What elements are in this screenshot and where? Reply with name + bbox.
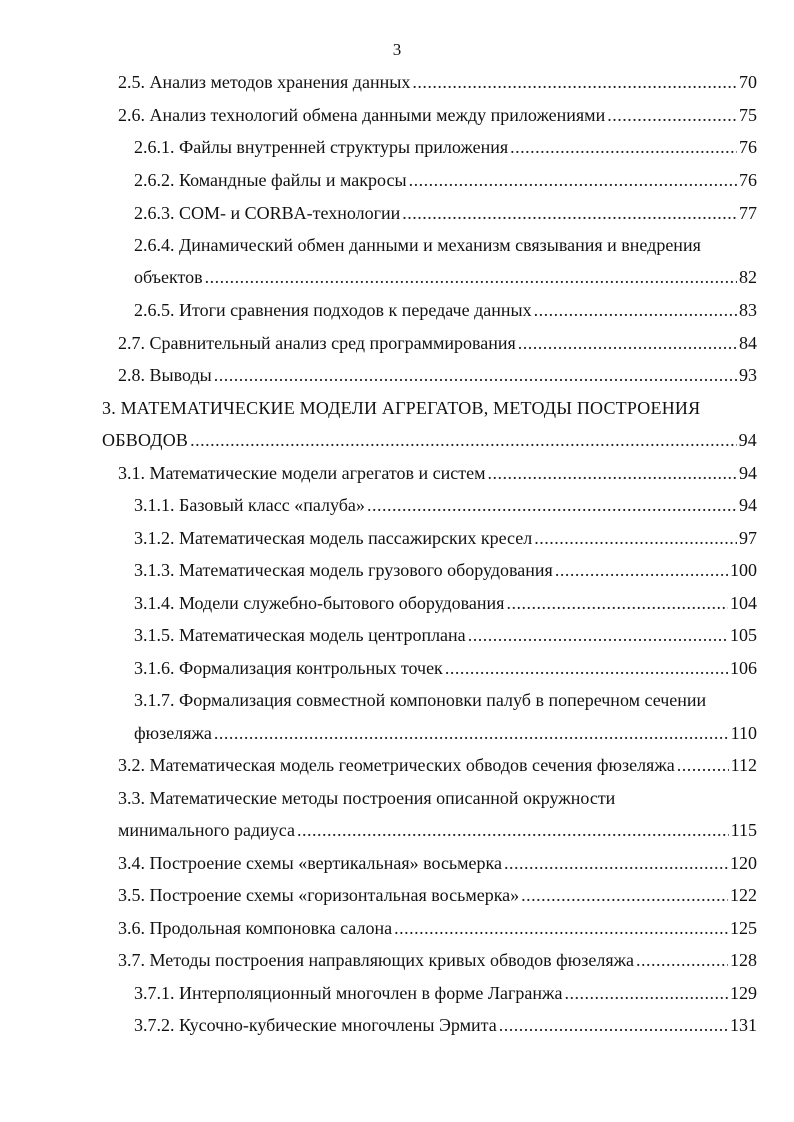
toc-leader-dots	[607, 105, 737, 125]
toc-entry	[134, 300, 757, 320]
toc-leader-dots	[488, 463, 737, 483]
toc-leader-dots	[506, 593, 728, 613]
toc-leader-dots	[394, 918, 728, 938]
toc-entry-page: 94	[738, 430, 757, 450]
toc-entry	[134, 528, 757, 548]
toc-entry-title: 3.4. Построение схемы «вертикальная» восьмерка	[118, 853, 502, 873]
toc-leader-dots	[297, 820, 729, 840]
toc-entry-page: 76	[739, 170, 757, 190]
toc-entry	[118, 463, 757, 483]
toc-entry-title: 3.6. Продольная компоновка салона	[118, 918, 393, 938]
toc-entry	[134, 658, 757, 678]
toc-entry-page: 77	[739, 203, 757, 223]
toc-entry	[118, 885, 757, 905]
toc-entry-title: 3.7.2. Кусочно-кубические многочлены Эрмита	[134, 1015, 497, 1035]
toc-entry	[118, 950, 757, 970]
toc-entry	[118, 105, 757, 125]
toc-leader-dots	[534, 528, 737, 548]
toc-entry-title: 3.1.1. Базовый класс «палуба»	[134, 495, 365, 515]
toc-entry-title: 3.1.4. Модели служебно-бытового оборудования	[134, 593, 505, 613]
toc-entry	[118, 755, 757, 775]
toc-entry-page: 112	[730, 755, 757, 775]
toc-leader-dots	[214, 365, 737, 385]
toc-entry	[118, 853, 757, 873]
toc-entry-title: 3.1. Математические модели агрегатов и систем	[118, 463, 486, 483]
toc-entry	[134, 137, 757, 157]
toc-entry	[134, 625, 757, 645]
toc-entry-title: 3.1.2. Математическая модель пассажирских кресел	[134, 528, 533, 548]
toc-entry-title: 3.1.6. Формализация контрольных точек	[134, 658, 443, 678]
toc-entry	[134, 203, 757, 223]
toc-entry-page: 82	[739, 267, 757, 287]
toc-entry-title-line1: 2.6.4. Динамический обмен данными и механизм связывания и внедрения	[134, 235, 701, 255]
toc-entry-title: 2.8. Выводы	[118, 365, 212, 385]
toc-entry-title: 3.7.1. Интерполяционный многочлен в форме Лагранжа	[134, 983, 563, 1003]
toc-leader-dots	[636, 950, 728, 970]
toc-leader-dots	[214, 723, 729, 743]
toc-entry-title: фюзеляжа	[134, 723, 212, 743]
toc-entry-page: 105	[730, 625, 757, 645]
toc-leader-dots	[402, 203, 737, 223]
toc-leader-dots	[534, 300, 737, 320]
toc-entry	[134, 593, 757, 613]
toc-entry-title: 3.2. Математическая модель геометрических обводов сечения фюзеляжа	[118, 755, 675, 775]
toc-entry-page: 120	[730, 853, 757, 873]
toc-entry-page: 94	[739, 463, 757, 483]
toc-entry-title: 2.6.5. Итоги сравнения подходов к передаче данных	[134, 300, 532, 320]
toc-entry-page: 93	[739, 365, 757, 385]
toc-leader-dots	[205, 267, 737, 287]
toc-entry-page: 106	[730, 658, 757, 678]
toc-leader-dots	[445, 658, 728, 678]
toc-entry	[134, 267, 757, 287]
toc-entry-title: 3.7. Методы построения направляющих кривых обводов фюзеляжа	[118, 950, 635, 970]
toc-leader-dots	[564, 983, 728, 1003]
toc-entry-title: 2.6. Анализ технологий обмена данными между приложениями	[118, 105, 606, 125]
toc-leader-dots	[555, 560, 728, 580]
toc-entry-page: 83	[739, 300, 757, 320]
toc-entry-page: 131	[730, 1015, 757, 1035]
toc-entry-page: 129	[730, 983, 757, 1003]
toc-entry	[118, 72, 757, 92]
toc-leader-dots	[510, 137, 737, 157]
toc-entry-page: 84	[739, 333, 757, 353]
toc-entry-title: 2.5. Анализ методов хранения данных	[118, 72, 411, 92]
toc-entry-title: ОБВОДОВ	[102, 430, 189, 450]
toc-leader-dots	[518, 333, 737, 353]
toc-entry	[134, 495, 757, 515]
toc-entry-page: 110	[730, 723, 757, 743]
toc-entry	[118, 365, 757, 385]
toc-entry-page: 115	[730, 820, 757, 840]
toc-leader-dots	[190, 430, 736, 450]
toc-leader-dots	[521, 885, 728, 905]
toc-chapter-title-line1: 3. МАТЕМАТИЧЕСКИЕ МОДЕЛИ АГРЕГАТОВ, МЕТОДЫ ПОСТРОЕНИЯ	[102, 398, 701, 418]
toc-leader-dots	[499, 1015, 728, 1035]
toc-entry-title: минимального радиуса	[118, 820, 295, 840]
toc-entry	[134, 983, 757, 1003]
toc-entry-title: 3.1.5. Математическая модель центроплана	[134, 625, 466, 645]
toc-leader-dots	[468, 625, 728, 645]
toc-entry-title: объектов	[134, 267, 203, 287]
toc-entry-title: 2.6.1. Файлы внутренней структуры приложения	[134, 137, 509, 157]
toc-entry	[134, 723, 757, 743]
toc-entry-page: 125	[730, 918, 757, 938]
toc-leader-dots	[412, 72, 737, 92]
toc-entry-title-line1: 3.3. Математические методы построения описанной окружности	[118, 788, 616, 808]
toc-entry-page: 104	[730, 593, 757, 613]
toc-entry-page: 94	[739, 495, 757, 515]
toc-entry	[118, 918, 757, 938]
toc-entry-page: 128	[730, 950, 757, 970]
toc-entry	[134, 170, 757, 190]
toc-entry-page: 70	[739, 72, 757, 92]
page-number: 3	[392, 40, 402, 59]
toc-entry-page: 122	[730, 885, 757, 905]
toc-entry-page: 100	[730, 560, 757, 580]
toc-entry-page: 75	[739, 105, 757, 125]
toc-entry-title: 2.6.2. Командные файлы и макросы	[134, 170, 407, 190]
toc-entry	[118, 333, 757, 353]
toc-entry	[118, 820, 757, 840]
toc-entry-page: 97	[739, 528, 757, 548]
toc-entry	[134, 560, 757, 580]
toc-entry-title: 2.7. Сравнительный анализ сред программирования	[118, 333, 516, 353]
toc-leader-dots	[677, 755, 729, 775]
toc-entry-page: 76	[739, 137, 757, 157]
toc-leader-dots	[504, 853, 728, 873]
toc-leader-dots	[409, 170, 737, 190]
toc-entry-title: 3.5. Построение схемы «горизонтальная восьмерка»	[118, 885, 520, 905]
toc-leader-dots	[367, 495, 737, 515]
toc-chapter-entry	[102, 430, 757, 450]
toc-entry	[134, 1015, 757, 1035]
toc-entry-title-line1: 3.1.7. Формализация совместной компоновки палуб в поперечном сечении	[134, 690, 707, 710]
toc-entry-title: 2.6.3. COM- и CORBA-технологии	[134, 203, 401, 223]
toc-entry-title: 3.1.3. Математическая модель грузового оборудования	[134, 560, 553, 580]
